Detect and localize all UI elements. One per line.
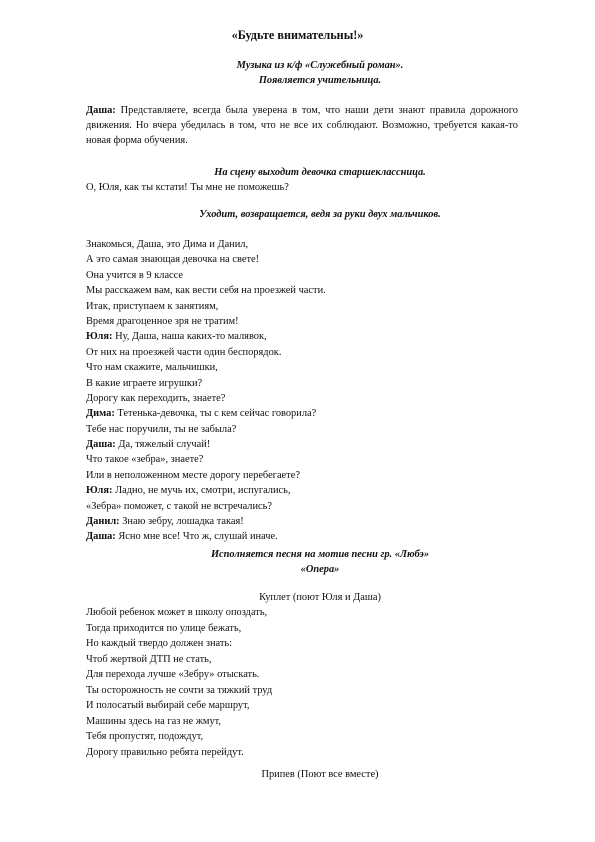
dialogue-line (86, 237, 526, 252)
couplet-line: Машины здесь на газ не жмут, (86, 715, 221, 727)
dialogue-line (86, 314, 526, 329)
dialogue-text: А это самая знающая девочка на свете! (86, 254, 260, 266)
dialogue-block (86, 237, 526, 545)
speaker-label: Юля: (86, 331, 113, 343)
couplet-line: Дорогу правильно ребята перейдут. (86, 746, 244, 758)
speaker-label: Дима: (86, 408, 115, 420)
stage-direction-song: Исполняется песня на мотив песни гр. «Любэ» (210, 549, 430, 560)
couplet-heading: Куплет (поют Юля и Даша) (259, 592, 381, 603)
intro-paragraph (86, 103, 518, 148)
couplet-line: Тебя пропустят, подождут, (86, 731, 204, 742)
yulia-line: О, Юля, как ты кстати! Ты мне не поможешь? (86, 182, 289, 193)
dialogue-text: Время драгоценное зря не тратим! (86, 315, 239, 327)
speaker-label: Даша: (86, 439, 116, 451)
stage-direction-music: Музыка из к/ф «Служебный роман». (236, 60, 404, 71)
dialogue-text: От них на проезжей части один беспорядок. (86, 346, 282, 358)
dialogue-line (86, 468, 526, 483)
dialogue-line (86, 376, 526, 391)
dialogue-text: Знакомься, Даша, это Дима и Данил, (86, 239, 249, 250)
dialogue-text: Да, тяжелый случай! (115, 439, 211, 451)
dialogue-line (86, 329, 526, 344)
dialogue-line (86, 452, 526, 467)
stage-direction-song-name: «Опера» (300, 564, 340, 575)
dialogue-text: Дорогу как переходить, знаете? (86, 392, 226, 404)
couplet-line: И полосатый выбирай себе маршрут, (86, 700, 250, 711)
couplet-line: Чтоб жертвой ДТП не стать, (86, 653, 212, 665)
couplet-block (86, 605, 526, 760)
stage-direction-boys: Уходит, возвращается, ведя за руки двух мальчиков. (199, 209, 441, 220)
dialogue-text: Тетенька-девочка, ты с кем сейчас говорила? (114, 408, 317, 420)
dialogue-text: В какие играете игрушки? (86, 377, 203, 389)
dialogue-line (86, 437, 526, 452)
couplet-line: Тогда приходится по улице бежать, (86, 622, 242, 634)
document-title: «Будьте внимательны!» (231, 28, 364, 42)
dialogue-text: Ладно, не мучь их, смотри, испугались, (112, 485, 291, 497)
dialogue-text: Она учится в 9 классе (86, 269, 184, 281)
dialogue-line (86, 299, 526, 314)
dialogue-text: Итак, приступаем к занятиям, (86, 300, 219, 312)
stage-direction-teacher: Появляется учительница. (258, 75, 382, 86)
speaker-label: Даша: (86, 531, 116, 543)
couplet-line: Любой ребенок может в школу опоздать, (86, 607, 268, 618)
dialogue-text: Что такое «зебра», знаете? (86, 454, 204, 466)
dialogue-line (86, 483, 526, 498)
speaker-label: Данил: (86, 516, 120, 528)
dialogue-line (86, 360, 526, 375)
dialogue-line (86, 252, 526, 267)
speaker-label: Даша: (86, 105, 116, 116)
dialogue-text: Что нам скажите, мальчишки, (86, 362, 218, 374)
intro-text: Представляете, всегда была уверена в том, что наши дети знают правила дорожного движения. Но вчера убедилась в том, что не все их соблюдают. Возможно, требуется какая-то новая форма обучения. (86, 105, 518, 146)
couplet-line: Но каждый твердо должен знать: (86, 638, 233, 649)
dialogue-text: «Зебра» поможет, с такой не встречались? (86, 500, 273, 512)
dialogue-line (86, 422, 526, 437)
dialogue-line (86, 529, 526, 544)
dialogue-line (86, 514, 526, 529)
chorus-heading: Припев (Поют все вместе) (261, 769, 379, 780)
dialogue-text: Или в неположенном месте дорогу перебегаете? (86, 469, 300, 481)
dialogue-text: Ясно мне все! Что ж, слушай иначе. (115, 531, 278, 543)
dialogue-line (86, 391, 526, 406)
dialogue-line (86, 345, 526, 360)
dialogue-text: Ну, Даша, наша каких-то малявок, (112, 331, 267, 343)
dialogue-line (86, 268, 526, 283)
dialogue-text: Тебе нас поручили, ты не забыла? (86, 423, 237, 435)
couplet-line: Для перехода лучше «Зебру» отыскать. (86, 669, 260, 680)
couplet-line: Ты осторожность не сочти за тяжкий труд (86, 684, 273, 696)
speaker-label: Юля: (86, 485, 113, 497)
stage-direction-girl: На сцену выходит девочка старшеклассница. (214, 167, 426, 178)
dialogue-line (86, 283, 526, 298)
dialogue-line (86, 406, 526, 421)
dialogue-text: Мы расскажем вам, как вести себя на проезжей части. (86, 285, 326, 297)
dialogue-line (86, 499, 526, 514)
dialogue-text: Знаю зебру, лошадка такая! (119, 516, 244, 528)
